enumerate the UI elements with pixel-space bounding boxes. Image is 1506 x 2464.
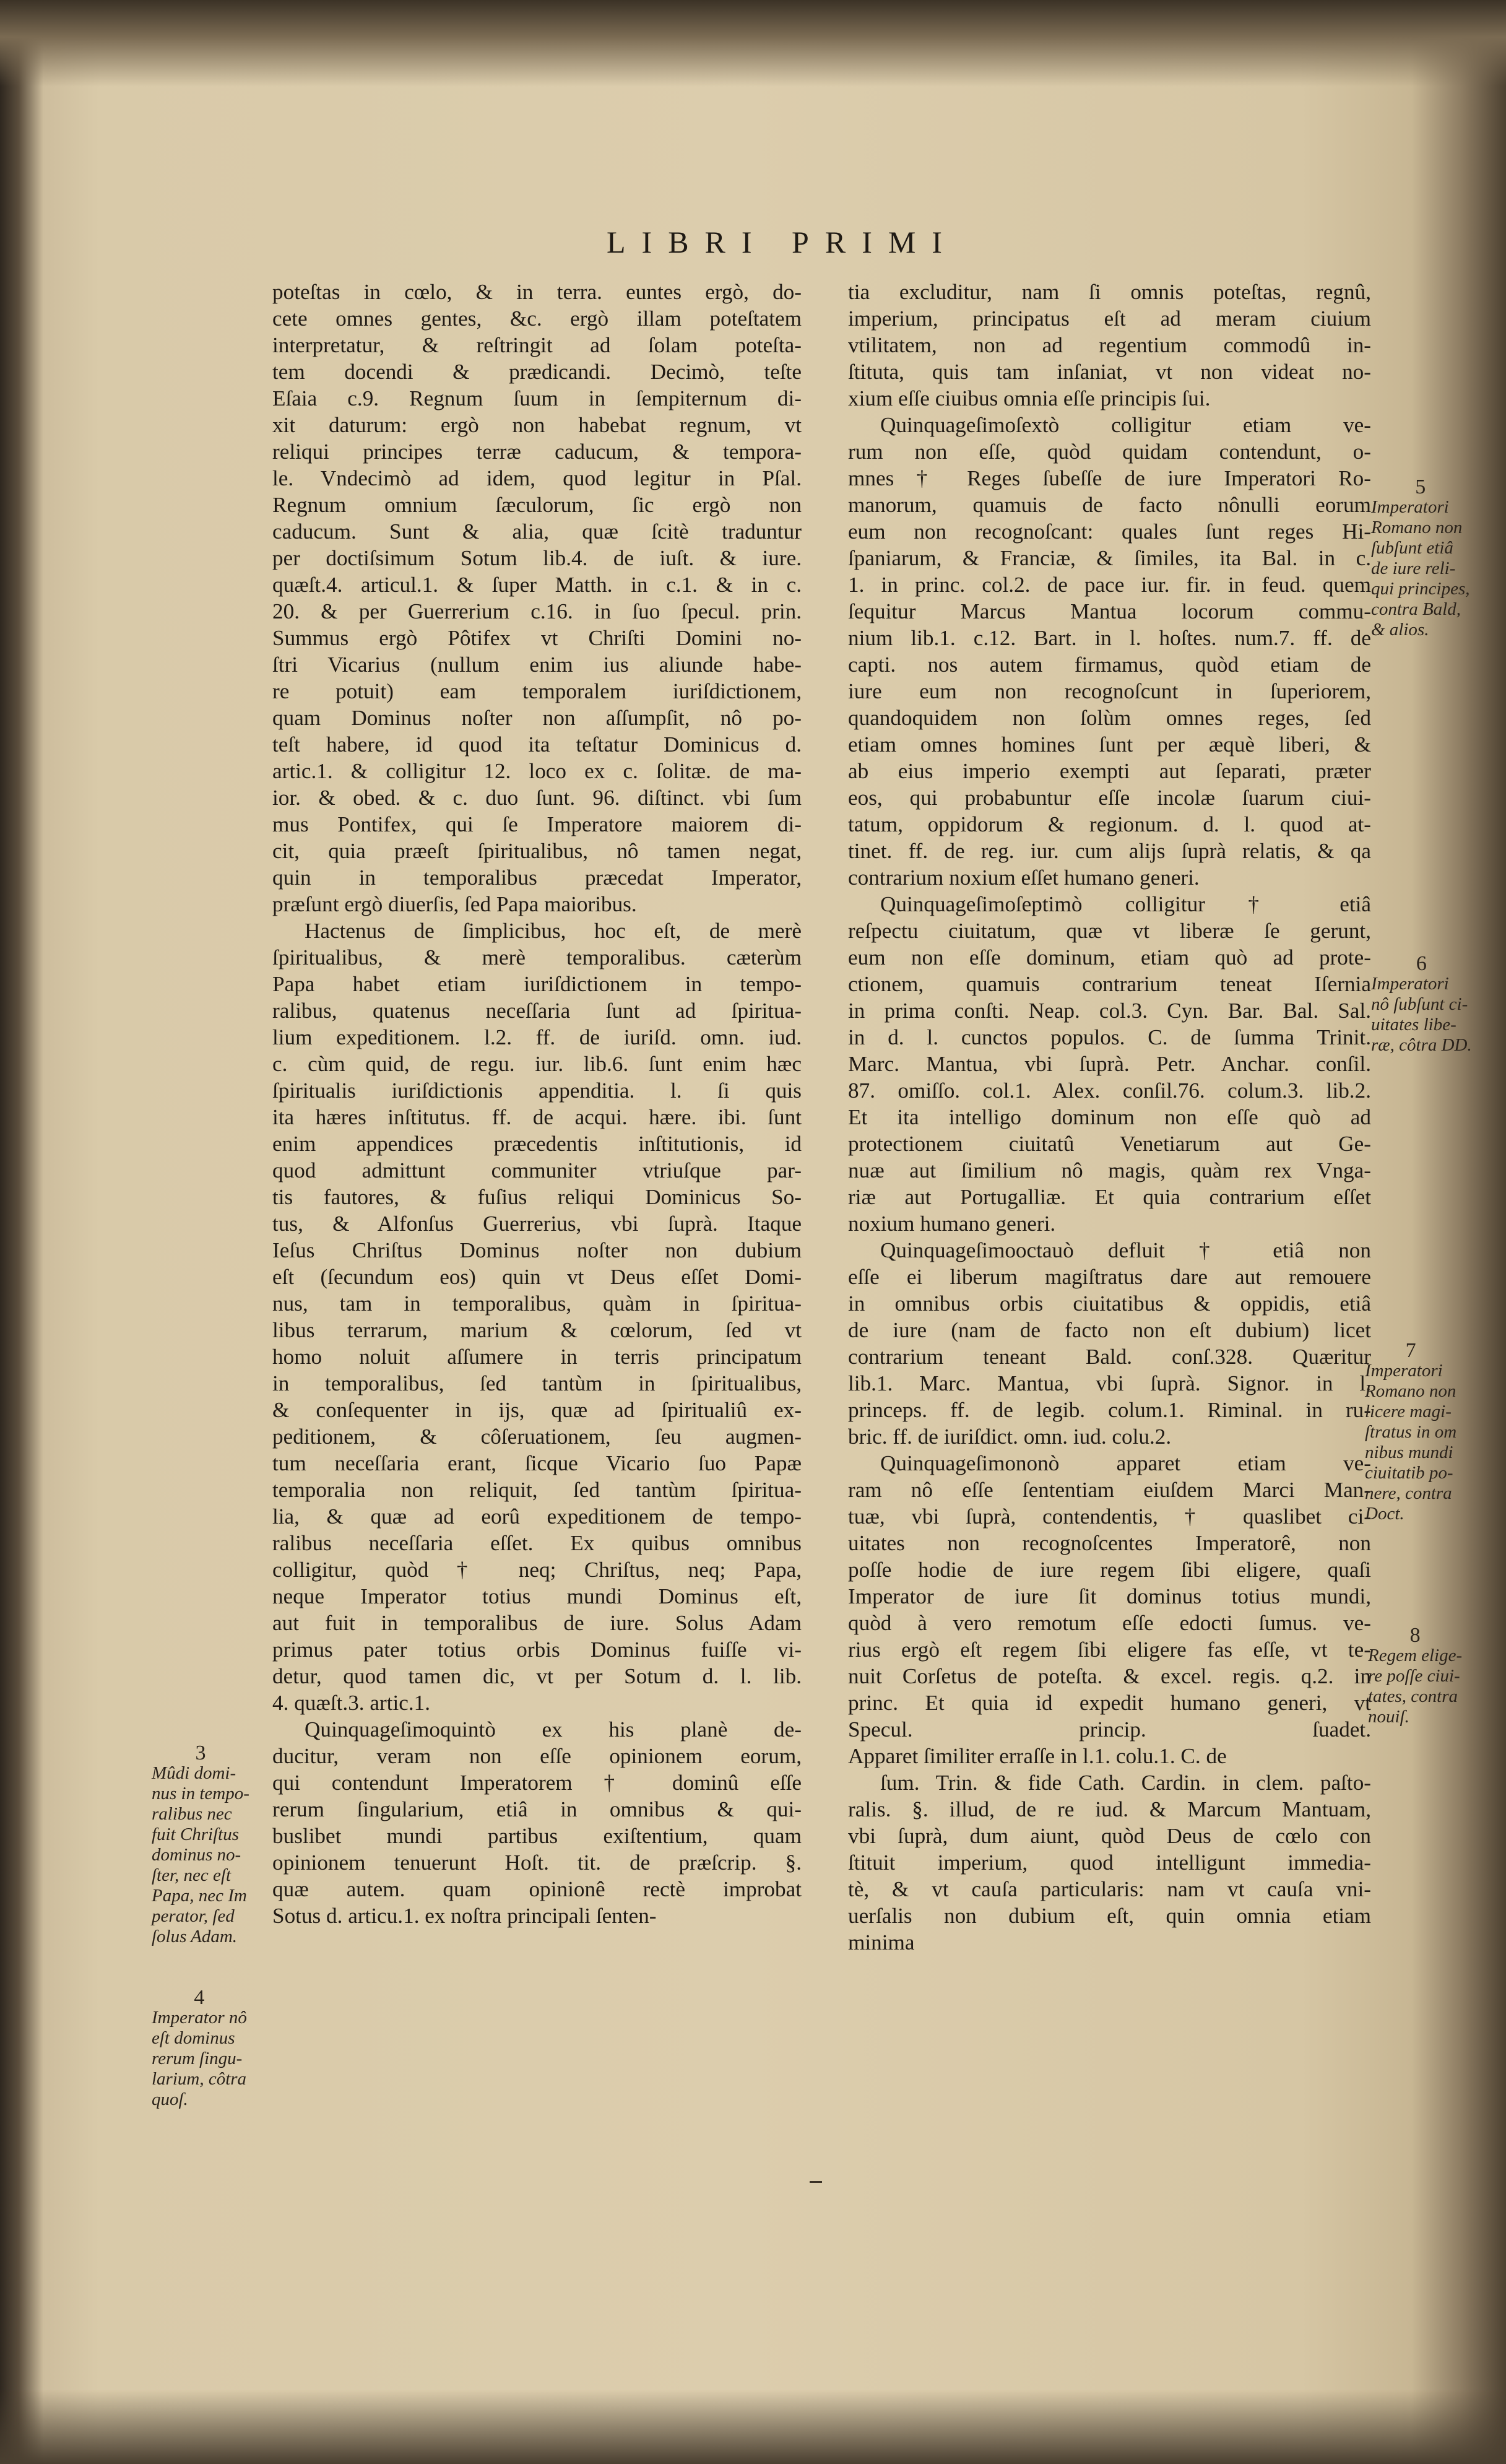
running-header: LIBRI PRIMI xyxy=(607,225,958,259)
text-line: xit daturum: ergò non habebat regnum, vt xyxy=(272,413,802,437)
right-text-column xyxy=(848,279,1371,1956)
text-line: tis fautores, & fuſius reliqui Dominicus So- xyxy=(272,1185,802,1209)
text-line: Specul. princip. ſuadet. xyxy=(848,1717,1371,1742)
text-line: in d. l. cunctos populos. C. de ſumma Trinit. xyxy=(848,1025,1371,1049)
text-line: ſpaniarum, & Franciæ, & ſimiles, ita Bal. in c. xyxy=(848,546,1371,570)
text-line: eſſe ei liberum magiſtratus dare aut remouere xyxy=(848,1265,1371,1289)
text-line: lium expeditionem. l.2. ff. de iuriſd. omn. iud. xyxy=(272,1025,802,1049)
text-line: eum non eſſe dominum, etiam quò ad prote- xyxy=(848,945,1371,970)
note-line: tates, contra xyxy=(1368,1686,1458,1706)
text-line: ſequitur Marcus Mantua locorum commu- xyxy=(848,599,1371,623)
text-line: c. cùm quid, de regu. iur. lib.6. ſunt enim hæc xyxy=(272,1052,802,1076)
note-line: nere, contra xyxy=(1365,1483,1452,1503)
text-line: Summus ergò Pôtifex vt Chriſti Domini no- xyxy=(272,626,802,650)
text-line: Regnum omnium ſæculorum, ſic ergò non xyxy=(272,493,802,517)
text-line: quam Dominus noſter non aſſumpſit, nô po- xyxy=(272,706,802,730)
note-line: Regem elige- xyxy=(1368,1646,1463,1665)
text-line: detur, quod tamen dic, vt per Sotum d. l. lib. xyxy=(272,1664,802,1688)
text-line: quòd à vero remotum eſſe edocti ſumus. ve- xyxy=(848,1611,1371,1635)
text-line: qui contendunt Imperatorem † dominû eſſe xyxy=(272,1771,802,1795)
text-line: tia excluditur, nam ſi omnis poteſtas, regnû, xyxy=(848,280,1371,304)
text-line: ram nô eſſe ſententiam eiuſdem Marci Man- xyxy=(848,1478,1371,1502)
note-line: Romano non xyxy=(1371,518,1463,537)
text-line: nuæ aut ſimilium nô magis, quàm rex Vnga- xyxy=(848,1158,1371,1182)
text-line: eum non recognoſcant: quales ſunt reges Hi- xyxy=(848,519,1371,544)
note-line: ſubſunt etiâ xyxy=(1371,538,1453,558)
text-line: buslibet mundi partibus exiſtentium, quam xyxy=(272,1824,802,1848)
note-line: ſter, nec eſt xyxy=(152,1865,232,1885)
text-line: manorum, quamuis de facto nônulli eorum xyxy=(848,493,1371,517)
note-line: Imperatori xyxy=(1371,497,1449,517)
text-line: reliqui principes terræ caducum, & tempora- xyxy=(272,440,802,464)
note-line: ralibus nec xyxy=(152,1804,232,1824)
note-line: uitates libe- xyxy=(1371,1015,1456,1035)
text-line: & conſequenter in ijs, quæ ad ſpiritualiû ex- xyxy=(272,1398,802,1422)
note-number: 7 xyxy=(1405,1339,1416,1362)
note-number: 8 xyxy=(1409,1624,1421,1647)
text-line: tuæ, vbi ſuprà, contendentis, † quaslibet ci- xyxy=(848,1504,1371,1529)
text-line: nuit Corſetus de poteſta. & excel. regis. q.2. in xyxy=(848,1664,1371,1688)
text-line: Sotus d. articu.1. ex noſtra principali ſenten- xyxy=(272,1904,657,1928)
text-line: Quinquageſimooctauò defluit † etiâ non xyxy=(880,1238,1371,1262)
text-line: poſſe hodie de iure regem ſibi eligere, quaſi xyxy=(848,1558,1371,1582)
text-line: ſpiritualibus, & merè temporalibus. cæterùm xyxy=(272,945,802,970)
text-line: minima xyxy=(848,1930,915,1954)
marginal-note xyxy=(152,1743,249,1947)
note-line: fuit Chriſtus xyxy=(152,1824,240,1844)
text-line: primus pater totius orbis Dominus fuiſſe vi- xyxy=(272,1638,802,1662)
text-line: re potuit) eam temporalem iuriſdictionem, xyxy=(272,679,802,703)
text-line: libus terrarum, marium & cœlorum, ſed vt xyxy=(272,1318,802,1342)
note-line: Papa, nec Im xyxy=(152,1886,247,1906)
text-line: Quinquageſimononò apparet etiam ve- xyxy=(880,1451,1371,1475)
text-line: tus, & Alfonſus Guerrerius, vbi ſuprà. Itaque xyxy=(272,1212,802,1236)
note-line: licere magi- xyxy=(1365,1402,1452,1421)
text-line: Hactenus de ſimplicibus, hoc eſt, de merè xyxy=(305,919,802,943)
note-number: 4 xyxy=(194,1986,205,2009)
text-line: cit, quia præeſt ſpiritualibus, nô tamen negat, xyxy=(272,839,802,863)
text-line: ſpiritualis iuriſdictionis appenditia. l. ſi quis xyxy=(272,1078,802,1103)
text-line: etiam omnes homines ſunt per æquè liberi, & xyxy=(848,732,1371,757)
text-line: in omnibus orbis ciuitatibus & oppidis, etiâ xyxy=(848,1291,1371,1316)
text-line: iure eum non recognoſcunt in ſuperiorem, xyxy=(848,679,1371,703)
text-line: ctionem, quamuis contrarium teneat Iſernia xyxy=(848,972,1371,996)
note-line: dominus no- xyxy=(152,1845,241,1865)
text-line: Apparet ſimiliter erraſſe in l.1. colu.1. C. de xyxy=(848,1744,1227,1768)
text-line: 4. quæſt.3. artic.1. xyxy=(272,1691,431,1715)
marginal-note xyxy=(1368,1625,1462,1727)
marginal-note xyxy=(1371,477,1470,640)
text-line: quod admittunt communiter vtriuſque par- xyxy=(272,1158,802,1182)
text-line: imperium, principatus eſt ad meram ciuium xyxy=(848,306,1371,331)
note-line: contra Bald, xyxy=(1371,599,1461,619)
text-line: colligitur, quòd † neq; Chriſtus, neq; Papa, xyxy=(272,1558,802,1582)
note-line: nouiſ. xyxy=(1368,1707,1409,1727)
note-number: 5 xyxy=(1415,475,1426,498)
left-text-column xyxy=(272,279,802,1929)
text-line: Papa habet etiam iuriſdictionem in tempo- xyxy=(272,972,802,996)
text-line: aut fuit in temporalibus de iure. Solus Adam xyxy=(272,1611,802,1635)
text-line: uerſalis non dubium eſt, quin omnia etiam xyxy=(848,1904,1371,1928)
marginal-note xyxy=(1371,953,1472,1056)
text-line: ſtri Vicarius (nullum enim ius aliunde habe- xyxy=(272,653,802,677)
text-line: tem docendi & prædicandi. Decimò, teſte xyxy=(272,360,802,384)
text-line: noxium humano generi. xyxy=(848,1212,1056,1236)
text-line: cete omnes gentes, &c. ergò illam poteſtatem xyxy=(272,306,802,331)
text-line: temporalia non reliquit, ſed tantùm ſpiritua- xyxy=(272,1478,802,1502)
note-line: Mûdi domi- xyxy=(152,1763,236,1783)
text-line: tè, & vt cauſa particularis: nam vt cauſa vni- xyxy=(848,1877,1371,1901)
text-line: le. Vndecimò ad idem, quod legitur in Pſal. xyxy=(272,466,802,490)
text-line: eos, qui probabuntur eſſe incolæ ſuarum ciui- xyxy=(848,786,1371,810)
text-line: interpretatur, & reſtringit ad ſolam poteſta- xyxy=(272,333,802,357)
note-line: rerum ſingu- xyxy=(152,2049,243,2068)
note-line: quoſ. xyxy=(152,2089,188,2109)
note-line: nô ſubſunt ci- xyxy=(1371,994,1468,1014)
text-line: rius ergò eſt regem ſibi eligere fas eſſe, vt te- xyxy=(848,1638,1371,1662)
text-line: bric. ff. de iuriſdict. omn. iud. colu.2. xyxy=(848,1425,1172,1449)
text-line: lia, & quæ ad eorû expeditionem de tempo- xyxy=(272,1504,802,1529)
note-line: larium, côtra xyxy=(152,2069,247,2089)
text-line: ralibus neceſſaria eſſet. Ex quibus omnibus xyxy=(272,1531,802,1555)
text-line: quæ autem. quam opinionê rectè improbat xyxy=(272,1877,802,1901)
note-line: Romano non xyxy=(1365,1381,1456,1401)
note-line: Imperatori xyxy=(1365,1361,1443,1381)
text-line: quandoquidem non ſolùm omnes reges, ſed xyxy=(848,706,1371,730)
text-line: vtilitatem, non ad regentium commodû in- xyxy=(848,333,1371,357)
text-line: rum non eſſe, quòd quidam contendunt, o- xyxy=(848,440,1371,464)
text-line: in temporalibus, ſed tantùm in ſpiritualibus, xyxy=(272,1371,802,1395)
text-line: 1. in princ. col.2. de pace iur. fir. in feud. quem xyxy=(848,573,1371,597)
marginal-note xyxy=(1365,1340,1456,1524)
text-line: princ. Et quia id expedit humano generi, vt xyxy=(848,1691,1371,1715)
note-line: Imperator nô xyxy=(152,2008,247,2028)
text-line: præſunt ergò diuerſis, ſed Papa maioribus. xyxy=(272,892,637,916)
text-line: princeps. ff. de legib. colum.1. Riminal. in ru- xyxy=(848,1398,1371,1422)
text-line: tatum, oppidorum & regionum. d. l. quod at- xyxy=(848,812,1371,836)
note-line: ciuitatib po- xyxy=(1365,1463,1453,1483)
text-line: tum neceſſaria erant, ſicque Vicario ſuo Papæ xyxy=(272,1451,802,1475)
text-line: peditionem, & côſeruationem, ſeu augmen- xyxy=(272,1425,802,1449)
text-line: uitates non recognoſcentes Imperatorê, non xyxy=(848,1531,1371,1555)
text-line: in prima conſti. Neap. col.3. Cyn. Bar. Bal. Sal. xyxy=(848,999,1371,1023)
text-line: per doctiſsimum Sotum lib.4. de iuſt. & iure. xyxy=(272,546,802,570)
text-line: Eſaia c.9. Regnum ſuum in ſempiternum di- xyxy=(272,386,802,410)
text-line: capti. nos autem firmamus, quòd etiam de xyxy=(848,653,1371,677)
text-line: 87. omiſſo. col.1. Alex. conſil.76. colum.3. lib.2. xyxy=(848,1078,1371,1103)
text-line: xium eſſe ciuibus omnia eſſe principis ſui. xyxy=(848,386,1211,410)
note-line: de iure reli- xyxy=(1371,558,1456,578)
text-line: rerum ſingularium, etiâ in omnibus & qui- xyxy=(272,1797,802,1821)
note-line: nus in tempo- xyxy=(152,1784,249,1803)
text-line: Marc. Mantua, vbi ſuprà. Petr. Anchar. conſil. xyxy=(848,1052,1371,1076)
marginal-note xyxy=(152,1987,247,2110)
text-line: artic.1. & colligitur 12. loco ex c. ſolitæ. de ma- xyxy=(272,759,802,783)
note-number: 3 xyxy=(195,1742,206,1764)
note-line: qui principes, xyxy=(1371,579,1470,599)
text-line: Quinquageſimoquintò ex his planè de- xyxy=(305,1717,802,1742)
text-line: quin in temporalibus præcedat Imperator, xyxy=(272,865,802,890)
text-line: ior. & obed. & c. duo ſunt. 96. diſtinct. vbi ſum xyxy=(272,786,802,810)
catchword-dash xyxy=(810,2181,822,2183)
text-line: eſt (ſecundum eos) quin vt Deus eſſet Domi- xyxy=(272,1265,802,1289)
note-line: Imperatori xyxy=(1371,974,1449,994)
text-line: enim appendices præcedentis inſtitutionis, id xyxy=(272,1132,802,1156)
text-line: poteſtas in cœlo, & in terra. euntes ergò, do- xyxy=(272,280,802,304)
text-line: ralis. §. illud, de re iud. & Marcum Mantuam, xyxy=(848,1797,1371,1821)
text-line: mus Pontifex, qui ſe Imperatore maiorem di- xyxy=(272,812,802,836)
note-line: & alios. xyxy=(1371,620,1429,640)
text-line: ita hæres inſtitutus. ff. de acqui. hære. ibi. ſunt xyxy=(272,1105,802,1129)
text-line: nus, tam in temporalibus, quàm in ſpiritua- xyxy=(272,1291,802,1316)
text-line: nium lib.1. c.12. Bart. in l. hoſtes. num.7. ff. de xyxy=(848,626,1371,650)
text-line: Quinquageſimoſextò colligitur etiam ve- xyxy=(880,413,1371,437)
text-line: ſtituta, quis tam inſaniat, vt non videat no- xyxy=(848,360,1371,384)
text-line: neque Imperator totius mundi Dominus eſt, xyxy=(272,1584,802,1608)
text-line: ab eius imperio exempti aut ſeparati, præter xyxy=(848,759,1371,783)
text-line: Quinquageſimoſeptimò colligitur † etiâ xyxy=(880,892,1371,916)
text-line: contrarium teneant Bald. conſ.328. Quæritur xyxy=(848,1345,1371,1369)
text-line: opinionem tenuerunt Hoſt. tit. de præſcrip. §. xyxy=(272,1850,802,1875)
text-line: mnes † Reges ſubeſſe de iure Imperatori Ro- xyxy=(848,466,1371,490)
text-line: lib.1. Marc. Mantua, vbi ſuprà. Signor. in l. xyxy=(848,1371,1371,1395)
text-line: ſum. Trin. & fide Cath. Cardin. in clem. paſto- xyxy=(880,1771,1371,1795)
note-number: 6 xyxy=(1416,952,1427,975)
text-line: vbi ſuprà, dum aiunt, quòd Deus de cœlo con xyxy=(848,1824,1371,1848)
text-line: Imperator de iure ſit dominus totius mundi, xyxy=(848,1584,1371,1608)
text-line: reſpectu ciuitatum, quæ vt liberæ ſe gerunt, xyxy=(848,919,1371,943)
text-line: 20. & per Guerrerium c.16. in ſuo ſpecul. prin. xyxy=(272,599,802,623)
text-line: ralibus, quatenus neceſſaria ſunt ad ſpiritua- xyxy=(272,999,802,1023)
text-line: homo noluit aſſumere in terris principatum xyxy=(272,1345,802,1369)
text-line: teſt habere, id quod ita teſtatur Dominicus d. xyxy=(272,732,802,757)
note-line: re poſſe ciui- xyxy=(1368,1666,1460,1686)
note-line: ræ, côtra DD. xyxy=(1371,1035,1472,1055)
note-line: eſt dominus xyxy=(152,2028,235,2048)
text-line: contrarium noxium eſſet humano generi. xyxy=(848,865,1200,890)
note-line: Doct. xyxy=(1365,1504,1404,1524)
text-line: caducum. Sunt & alia, quæ ſcitè traduntur xyxy=(272,519,802,544)
text-line: Et ita intelligo dominum non eſſe quò ad xyxy=(848,1105,1371,1129)
text-line: Ieſus Chriſtus Dominus noſter non dubium xyxy=(272,1238,802,1262)
text-line: riæ aut Portugalliæ. Et quia contrarium eſſet xyxy=(848,1185,1371,1209)
text-line: de iure (nam de facto non eſt dubium) licet xyxy=(848,1318,1371,1342)
text-line: tinet. ff. de reg. iur. cum alijs ſuprà relatis, & qa xyxy=(848,839,1371,863)
text-line: quæſt.4. articul.1. & ſuper Matth. in c.1. & in c. xyxy=(272,573,802,597)
note-line: perator, ſed xyxy=(152,1906,235,1926)
note-line: ſtratus in om xyxy=(1365,1422,1457,1442)
note-line: ſolus Adam. xyxy=(152,1927,238,1946)
text-line: ſtituit imperium, quod intelligunt immedia- xyxy=(848,1850,1371,1875)
note-line: nibus mundi xyxy=(1365,1442,1453,1462)
text-line: ducitur, veram non eſſe opinionem eorum, xyxy=(272,1744,802,1768)
text-line: protectionem ciuitatû Venetiarum aut Ge- xyxy=(848,1132,1371,1156)
